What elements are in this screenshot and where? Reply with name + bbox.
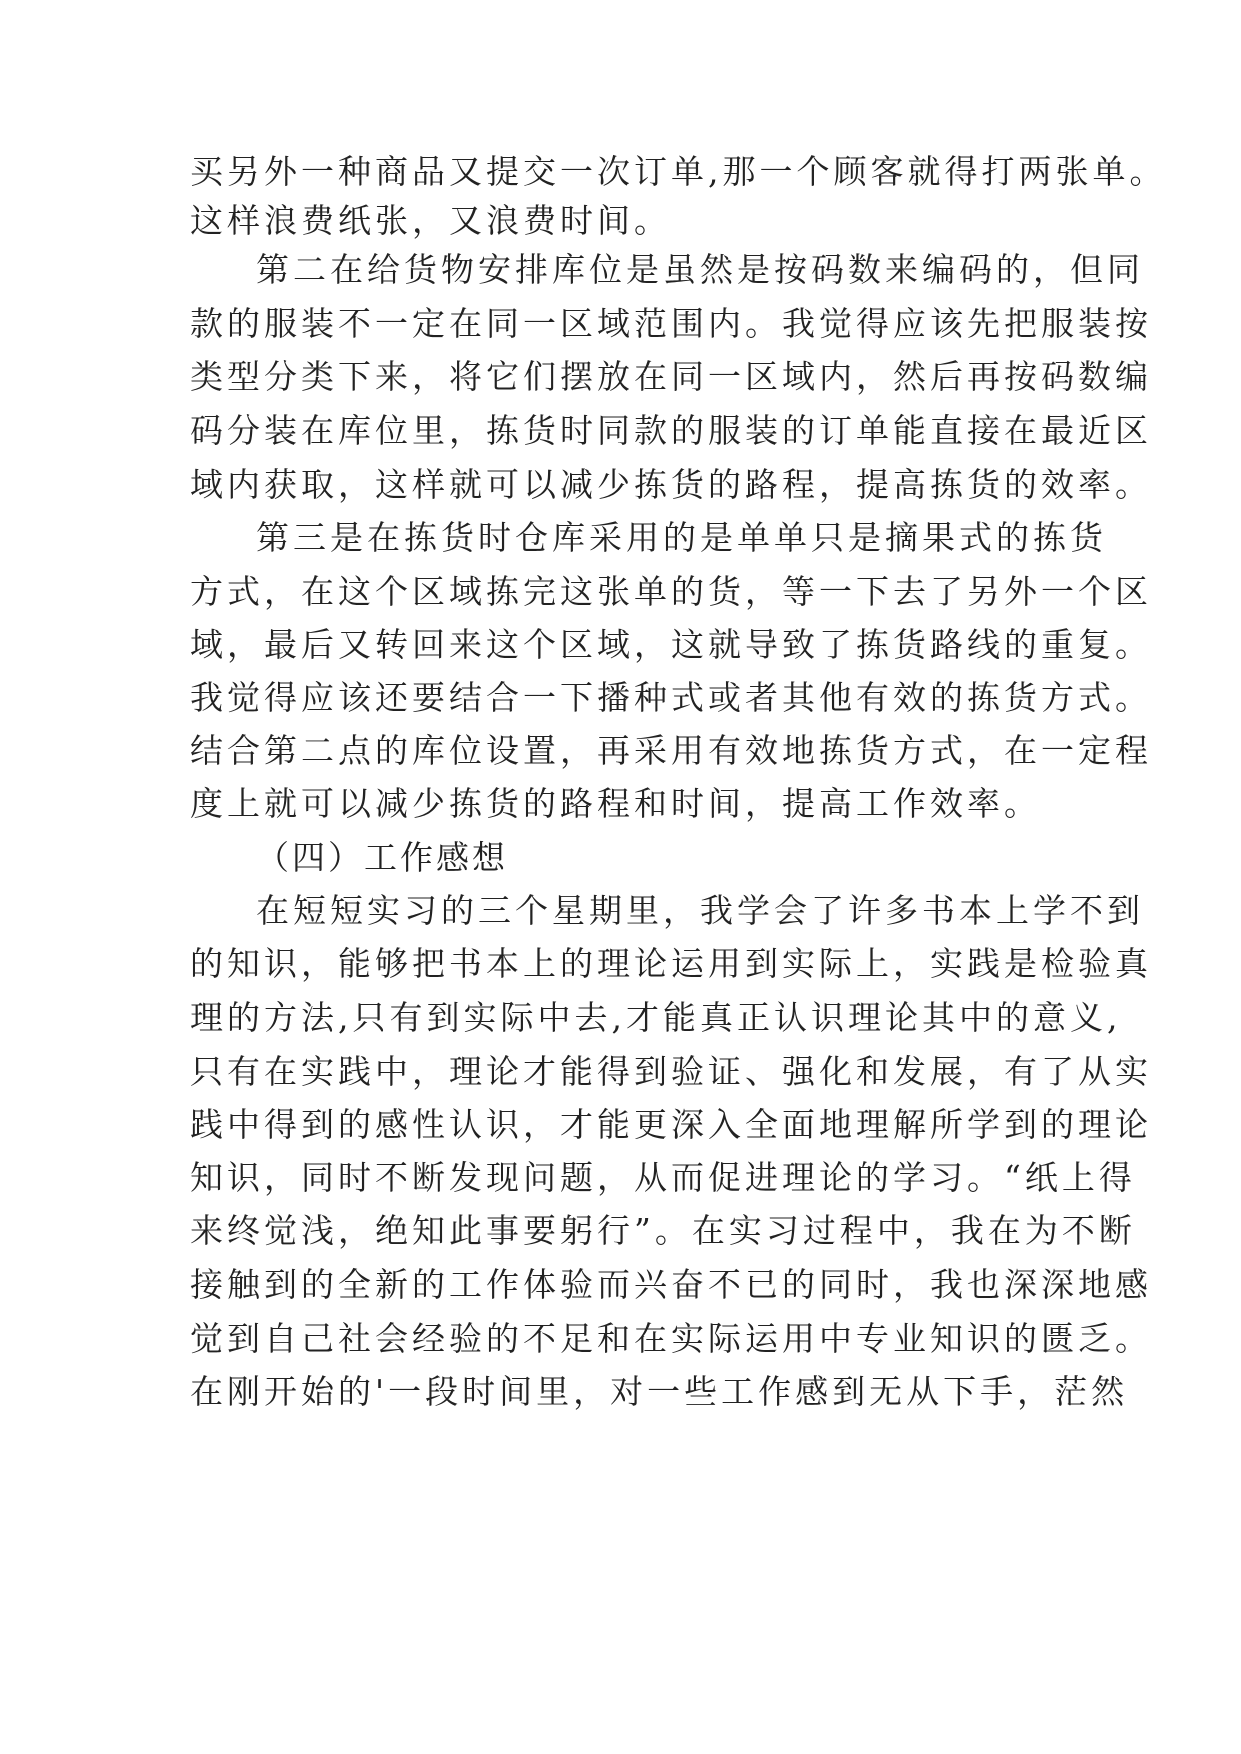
- text-line: 在刚开始的'一段时间里，对一些工作感到无从下手，茫然: [190, 1372, 1129, 1411]
- text-line: 这样浪费纸张，又浪费时间。: [190, 201, 671, 240]
- text-line: 码分装在库位里，拣货时同款的服装的订单能直接在最近区: [190, 411, 1152, 450]
- text-line: 方式，在这个区域拣完这张单的货，等一下去了另外一个区: [190, 572, 1152, 611]
- text-line: 类型分类下来，将它们摆放在同一区域内，然后再按码数编: [190, 357, 1152, 396]
- text-line: 域，最后又转回来这个区域，这就导致了拣货路线的重复。: [190, 625, 1152, 664]
- text-line: 接触到的全新的工作体验而兴奋不已的同时，我也深深地感: [190, 1265, 1152, 1304]
- text-line: 我觉得应该还要结合一下播种式或者其他有效的拣货方式。: [190, 678, 1152, 717]
- section-heading: （四）工作感想: [256, 838, 508, 877]
- text-line: 践中得到的感性认识，才能更深入全面地理解所学到的理论: [190, 1105, 1152, 1144]
- text-line: 觉到自己社会经验的不足和在实际运用中专业知识的匮乏。: [190, 1319, 1152, 1358]
- text-line: 域内获取，这样就可以减少拣货的路程，提高拣货的效率。: [190, 465, 1152, 504]
- text-line: 的知识，能够把书本上的理论运用到实际上，实践是检验真: [190, 944, 1152, 983]
- text-line: 知识，同时不断发现问题，从而促进理论的学习。“纸上得: [190, 1158, 1136, 1197]
- paragraph-start-line: 第二在给货物安排库位是虽然是按码数来编码的，但同: [256, 250, 1144, 289]
- text-line: 度上就可以减少拣货的路程和时间，提高工作效率。: [190, 784, 1041, 823]
- paragraph-start-line: 在短短实习的三个星期里，我学会了许多书本上学不到: [256, 891, 1144, 930]
- text-line: 只有在实践中，理论才能得到验证、强化和发展，有了从实: [190, 1052, 1152, 1091]
- text-line: 来终觉浅，绝知此事要躬行”。在实习过程中，我在为不断: [190, 1211, 1136, 1250]
- text-line: 理的方法,只有到实际中去,才能真正认识理论其中的意义,: [190, 998, 1122, 1037]
- paragraph-start-line: 第三是在拣货时仓库采用的是单单只是摘果式的拣货: [256, 518, 1107, 557]
- text-line: 买另外一种商品又提交一次订单,那一个顾客就得打两张单。: [190, 152, 1167, 191]
- text-line: 款的服装不一定在同一区域范围内。我觉得应该先把服装按: [190, 304, 1152, 343]
- text-line: 结合第二点的库位设置，再采用有效地拣货方式，在一定程: [190, 731, 1152, 770]
